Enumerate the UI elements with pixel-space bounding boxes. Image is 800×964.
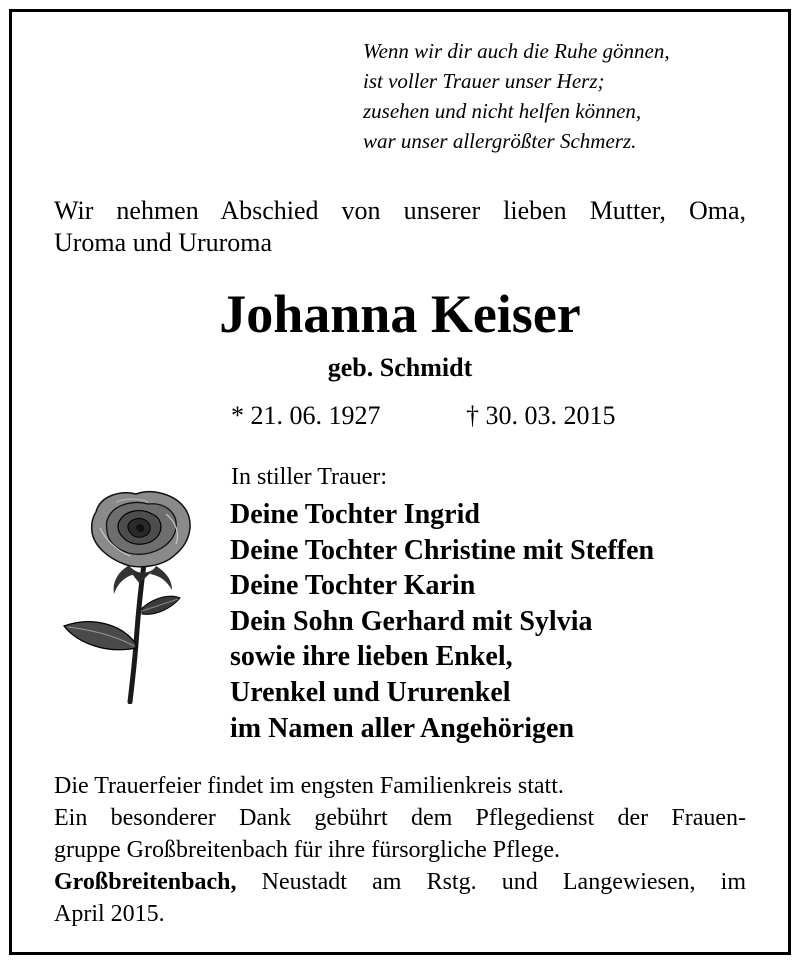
intro-line: Uroma und Ururoma [54, 228, 273, 257]
intro-line: Wir nehmen Abschied von unserer lieben Mutter, Oma, [54, 196, 746, 225]
poem-line: zusehen und nicht helfen können, [363, 99, 642, 123]
poem-line: ist voller Trauer unser Herz; [363, 69, 605, 93]
funeral-note: Die Trauerfeier findet im engsten Familienkreis statt. [54, 773, 564, 799]
place-line [54, 866, 746, 898]
poem-line: war unser allergrößter Schmerz. [363, 129, 637, 153]
mourner-line: Dein Sohn Gerhard mit Sylvia [230, 605, 593, 637]
mourner-line: Urenkel und Ururenkel [230, 676, 511, 708]
thanks-line: gruppe Großbreitenbach für ihre fürsorgliche Pflege. [54, 837, 561, 863]
mourner-line: im Namen aller Angehörigen [230, 712, 575, 744]
rose-icon [56, 484, 206, 704]
poem [363, 36, 670, 156]
notice-date: April 2015. [54, 901, 165, 927]
birth-date: * 21. 06. 1927 [231, 401, 381, 430]
mourning-label: In stiller Trauer: [231, 464, 387, 490]
mourner-line: Deine Tochter Ingrid [230, 499, 480, 530]
poem-line: Wenn wir dir auch die Ruhe gönnen, [363, 39, 670, 63]
footer-text [54, 770, 746, 930]
mourners-list [230, 497, 654, 746]
thanks-line: Ein besonderer Dank gebührt dem Pflegedienst der Frauen- [54, 805, 746, 831]
place-name: Großbreitenbach, [54, 869, 237, 895]
mourner-line: Deine Tochter Karin [230, 570, 476, 602]
mourner-line: Deine Tochter Christine mit Steffen [230, 534, 655, 566]
death-date: † 30. 03. 2015 [466, 401, 616, 430]
place-rest: Neustadt am Rstg. und Langewiesen, im [236, 869, 746, 895]
maiden-name: geb. Schmidt [327, 353, 473, 382]
intro-text [54, 195, 746, 259]
mourner-line: sowie ihre lieben Enkel, [230, 641, 513, 673]
deceased-name: Johanna Keiser [219, 284, 581, 344]
